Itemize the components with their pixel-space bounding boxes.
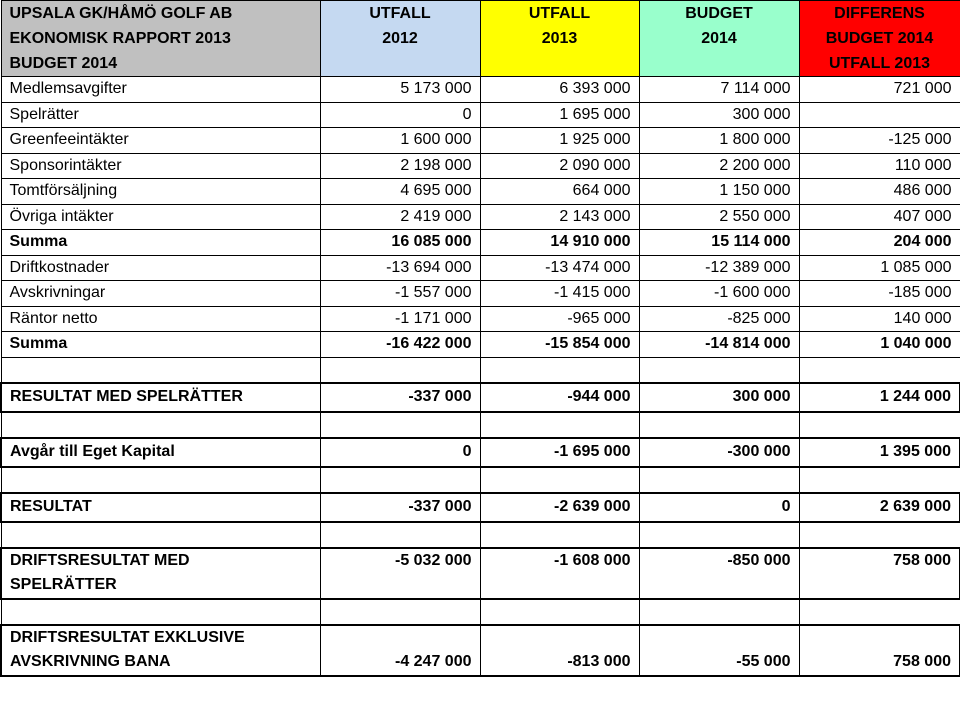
cell-utfall-2012: 5 173 000 (320, 77, 480, 103)
row-label-line-1: DRIFTSRESULTAT EXKLUSIVE (1, 625, 320, 651)
spacer-row (1, 467, 960, 493)
operating-result-excl-depreciation-row-1 (1, 625, 960, 651)
cell-utfall-2013: -2 639 000 (480, 493, 639, 522)
row-label: Sponsorintäkter (1, 153, 320, 179)
cell-budget-2014: -825 000 (639, 306, 799, 332)
col-header-differens-line-1: DIFFERENS (799, 1, 960, 27)
cell-utfall-2012: -337 000 (320, 383, 480, 412)
report-title-line-3: BUDGET 2014 (1, 51, 320, 77)
col-header-differens-line-2: BUDGET 2014 (799, 26, 960, 51)
cell-utfall-2012: -1 557 000 (320, 281, 480, 307)
cell-budget-2014: 1 800 000 (639, 128, 799, 154)
cell-differens: 486 000 (799, 179, 960, 205)
spacer-row (1, 357, 960, 383)
cell-differens: -125 000 (799, 128, 960, 154)
header-row-2 (1, 26, 960, 51)
col-header-budget-2014-line-2: 2014 (639, 26, 799, 51)
cell-utfall-2013: -944 000 (480, 383, 639, 412)
cell-budget-2014: -850 000 (639, 548, 799, 574)
table-row (1, 179, 960, 205)
table-row (1, 153, 960, 179)
cell-utfall-2013: -965 000 (480, 306, 639, 332)
income-sum-row (1, 230, 960, 256)
cell-differens: 721 000 (799, 77, 960, 103)
cell-utfall-2012: 2 198 000 (320, 153, 480, 179)
cell-utfall-2012: -13 694 000 (320, 255, 480, 281)
cell-utfall-2013: -1 695 000 (480, 438, 639, 467)
cell-differens: 407 000 (799, 204, 960, 230)
header-row-1 (1, 1, 960, 27)
cell-utfall-2013: -1 415 000 (480, 281, 639, 307)
cell-differens: 758 000 (799, 548, 960, 574)
cell-budget-2014: 15 114 000 (639, 230, 799, 256)
operating-result-with-rights-row-2 (1, 573, 960, 599)
cell-utfall-2012: -1 171 000 (320, 306, 480, 332)
cell-utfall-2013: 664 000 (480, 179, 639, 205)
cell-differens: 1 085 000 (799, 255, 960, 281)
table-row (1, 102, 960, 128)
row-label: Greenfeeintäkter (1, 128, 320, 154)
result-with-playing-rights-row (1, 383, 960, 412)
col-header-differens-line-3: UTFALL 2013 (799, 51, 960, 77)
row-label: RESULTAT (1, 493, 320, 522)
row-label: Räntor netto (1, 306, 320, 332)
cell-utfall-2012: -4 247 000 (320, 650, 480, 676)
col-header-utfall-2012-line-1: UTFALL (320, 1, 480, 27)
cell-differens: 1 244 000 (799, 383, 960, 412)
row-label-line-2: AVSKRIVNING BANA (1, 650, 320, 676)
cell-utfall-2013: 2 143 000 (480, 204, 639, 230)
report-title-line-2: EKONOMISK RAPPORT 2013 (1, 26, 320, 51)
cell-utfall-2013: 2 090 000 (480, 153, 639, 179)
cell-utfall-2012: -16 422 000 (320, 332, 480, 358)
row-label: Driftkostnader (1, 255, 320, 281)
cell-utfall-2012: 0 (320, 102, 480, 128)
result-row (1, 493, 960, 522)
cell-utfall-2013: 1 925 000 (480, 128, 639, 154)
row-label: Tomtförsäljning (1, 179, 320, 205)
cell-budget-2014: -12 389 000 (639, 255, 799, 281)
operating-result-excl-depreciation-row-2 (1, 650, 960, 676)
cell-budget-2014: 0 (639, 493, 799, 522)
cell-differens (799, 102, 960, 128)
cell-budget-2014: 2 550 000 (639, 204, 799, 230)
row-label: Avskrivningar (1, 281, 320, 307)
row-label: Övriga intäkter (1, 204, 320, 230)
spacer-row (1, 412, 960, 438)
table-row (1, 281, 960, 307)
col-header-utfall-2013-line-1: UTFALL (480, 1, 639, 27)
col-header-utfall-2013-line-3 (480, 51, 639, 77)
cell-differens: 758 000 (799, 650, 960, 676)
cell-utfall-2013: -15 854 000 (480, 332, 639, 358)
cost-sum-row (1, 332, 960, 358)
cell-budget-2014: 7 114 000 (639, 77, 799, 103)
col-header-budget-2014-line-1: BUDGET (639, 1, 799, 27)
table-row (1, 77, 960, 103)
cell-budget-2014: 1 150 000 (639, 179, 799, 205)
table-row (1, 128, 960, 154)
equity-deduction-row (1, 438, 960, 467)
row-label: Avgår till Eget Kapital (1, 438, 320, 467)
cell-utfall-2012: 4 695 000 (320, 179, 480, 205)
cell-differens: 1 395 000 (799, 438, 960, 467)
table-row (1, 255, 960, 281)
row-label: Medlemsavgifter (1, 77, 320, 103)
cell-utfall-2013: 14 910 000 (480, 230, 639, 256)
cell-utfall-2012: 0 (320, 438, 480, 467)
spacer-row (1, 522, 960, 548)
cell-budget-2014: -1 600 000 (639, 281, 799, 307)
row-label-line-1: DRIFTSRESULTAT MED (1, 548, 320, 574)
col-header-utfall-2012-line-2: 2012 (320, 26, 480, 51)
cell-utfall-2013: -13 474 000 (480, 255, 639, 281)
cell-differens: -185 000 (799, 281, 960, 307)
row-label-line-2: SPELRÄTTER (1, 573, 320, 599)
cell-utfall-2012: 16 085 000 (320, 230, 480, 256)
cell-budget-2014: 2 200 000 (639, 153, 799, 179)
cell-utfall-2013: 1 695 000 (480, 102, 639, 128)
col-header-utfall-2012-line-3 (320, 51, 480, 77)
cell-budget-2014: -300 000 (639, 438, 799, 467)
cell-differens: 204 000 (799, 230, 960, 256)
table-row (1, 204, 960, 230)
cell-budget-2014: 300 000 (639, 383, 799, 412)
col-header-budget-2014-line-3 (639, 51, 799, 77)
cell-utfall-2013: 6 393 000 (480, 77, 639, 103)
row-label: RESULTAT MED SPELRÄTTER (1, 383, 320, 412)
cell-differens: 110 000 (799, 153, 960, 179)
header-row-3 (1, 51, 960, 77)
row-label: Spelrätter (1, 102, 320, 128)
report-title-line-1: UPSALA GK/HÅMÖ GOLF AB (1, 1, 320, 27)
operating-result-with-rights-row-1 (1, 548, 960, 574)
cell-utfall-2012: -337 000 (320, 493, 480, 522)
cell-budget-2014: -55 000 (639, 650, 799, 676)
row-label: Summa (1, 230, 320, 256)
cell-utfall-2012: -5 032 000 (320, 548, 480, 574)
cell-utfall-2012: 2 419 000 (320, 204, 480, 230)
col-header-utfall-2013-line-2: 2013 (480, 26, 639, 51)
table-row (1, 306, 960, 332)
cell-differens: 140 000 (799, 306, 960, 332)
spacer-row (1, 599, 960, 625)
cell-differens: 1 040 000 (799, 332, 960, 358)
cell-utfall-2012: 1 600 000 (320, 128, 480, 154)
cell-utfall-2013: -813 000 (480, 650, 639, 676)
cell-differens: 2 639 000 (799, 493, 960, 522)
row-label: Summa (1, 332, 320, 358)
cell-budget-2014: -14 814 000 (639, 332, 799, 358)
cell-utfall-2013: -1 608 000 (480, 548, 639, 574)
cell-budget-2014: 300 000 (639, 102, 799, 128)
